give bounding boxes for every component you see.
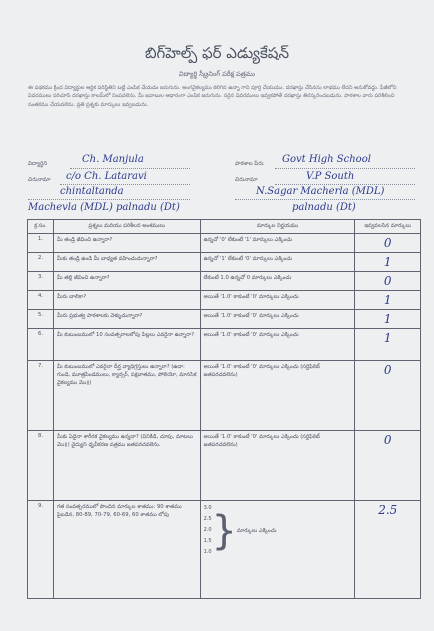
school-address-line-1-rule — [275, 184, 415, 185]
address-label: చిరునామా — [28, 177, 51, 183]
row-rule: అయితే '1.0' కాకుంటే '0' మార్కులు ఎక్కించు — [200, 291, 355, 310]
form-title: బిగ్‌హెల్ప్ ఫర్ ఎడ్యుకేషన్ — [144, 44, 290, 62]
row-question: మీ కుటుంబములో 10 సంవత్సరాలలోపు పిల్లలు ఎవరైనా ఉన్నారా? — [53, 329, 200, 361]
scale-value: 1.0 — [203, 549, 212, 555]
table-row — [28, 361, 421, 431]
row-question: మీ కుటుంబములో ఎవరైనా దీర్ఘ వ్యాధిగ్రస్తులు ఉన్నారా? (ఉదా: గుండె, మూత్రపిండములు, క్యాన్సర్, పక్షవాతము, పోలియో, మానసిక వైకల్యము మొ॥) — [53, 361, 200, 431]
row-rule: అయితే '1.0' కాకుంటే '0' మార్కులు ఎక్కించు (సర్టిఫికెట్ జతపరచవలెను) — [200, 431, 355, 501]
address-line-3: Machevla (MDL) palnadu (Dt) — [28, 202, 180, 213]
row-mark[interactable] — [355, 253, 421, 272]
brace-glyph: } — [211, 507, 237, 554]
table-row — [28, 291, 421, 310]
header-question: ప్రశ్నలు మరియు పరిశీలన అంశములు — [53, 220, 200, 234]
row-serial: 7. — [28, 361, 54, 431]
row-question: మీ తండ్రి జీవించి ఉన్నారా? — [53, 234, 200, 253]
row-mark[interactable] — [355, 329, 421, 361]
address-line-2: chintaltanda — [60, 186, 124, 197]
row-rule: అయితే '1.0' కాకుంటే '0' మార్కులు ఎక్కించు — [200, 329, 355, 361]
row-serial: 2. — [28, 253, 54, 272]
school-address-line-2: N.Sagar Macherla (MDL) — [256, 186, 385, 197]
marks-scale — [204, 503, 212, 558]
row-serial: 9. — [28, 501, 54, 599]
form-subtitle: విద్యార్థి స్క్రీనింగ్ పరీక్ష పత్రము — [179, 70, 255, 78]
row-question: మీరు ప్రభుత్వ పాఠశాలకు వెళ్ళుచున్నారా? — [53, 310, 200, 329]
table-row — [28, 431, 421, 501]
school-address-line-2-rule — [235, 199, 415, 200]
address-line-2-rule — [28, 199, 190, 200]
school-address-line-3: palnadu (Dt) — [292, 202, 356, 213]
student-name-line — [70, 168, 190, 169]
row-question: మీకు ఏదైనా శారీరక వైకల్యము ఉన్నదా? (వినికిడి, చూపు, మాటలు మొ॥) వైద్యుని ధృవీకరణ పత్రము జతపరచవలెను. — [53, 431, 200, 501]
handwritten-mark: 1 — [383, 293, 392, 307]
handwritten-mark: 1 — [383, 331, 392, 345]
table-row — [28, 310, 421, 329]
row-serial: 1. — [28, 234, 54, 253]
table-row — [28, 501, 421, 599]
row-question: మీరు బాలికా? — [53, 291, 200, 310]
handwritten-mark: 0 — [383, 433, 392, 447]
address-line-1-rule — [60, 184, 190, 185]
scale-value: 3.0 — [203, 505, 212, 511]
scoring-table — [27, 219, 421, 599]
row-serial: 4. — [28, 291, 54, 310]
school-address-label: చిరునామా — [235, 177, 258, 183]
row-mark[interactable] — [355, 431, 421, 501]
scale-value: 2.0 — [203, 527, 212, 533]
row-rule: ఉన్నచో '0' లేకుంటే '1' మార్కులు ఎక్కించు — [200, 234, 355, 253]
row-mark[interactable] — [355, 272, 421, 291]
row-mark[interactable] — [355, 310, 421, 329]
row-mark[interactable] — [355, 501, 421, 599]
row-rule: ఉన్నచో '1' లేకుంటే '0' మార్కులు ఎక్కించు — [200, 253, 355, 272]
row-rule: మార్కులు ఎక్కించు — [236, 527, 277, 534]
student-name-value: Ch. Manjula — [82, 154, 144, 165]
row-rule-cell — [200, 501, 355, 599]
instructions-paragraph: ఈ పథకము క్రింద విద్యార్థుల ఆర్థిక పరిస్థితిని బట్టి ఎంపిక చేయడం జరుగును. అంగవైకల్యము కలిగిన ఉన్నా గాని పూర్తి చేయుము. దరఖాస్తు చేసినను లాభము లేదని అనుకోవద్దు. పేజీలోని వివరములు సరిచూసి దరఖాస్తు కాలమ్‌లో నింపవలెను. మీ జవాబుల ఆధారంగా ఎంపిక జరుగును. సరైన వివరములు ఇవ్వకపోతే దరఖాస్తు తిరస్కరించబడును. పాఠశాల వారు పరిశీలించి సంతకము చేయవలెను. ప్రతి ప్రశ్నకు మార్కులు ఇవ్వబడును. — [28, 85, 397, 108]
table-row — [28, 272, 421, 291]
school-name-line — [275, 168, 415, 169]
handwritten-mark: 1 — [383, 312, 392, 326]
row-mark[interactable] — [355, 361, 421, 431]
row-serial: 5. — [28, 310, 54, 329]
row-question: మీ తల్లి జీవించి ఉన్నారా? — [53, 272, 200, 291]
handwritten-mark: 1 — [383, 255, 392, 269]
row-serial: 6. — [28, 329, 54, 361]
table-row — [28, 329, 421, 361]
header-serial: క్ర.సం. — [28, 220, 54, 234]
row-serial: 3. — [28, 272, 54, 291]
scale-value: 1.5 — [203, 538, 212, 544]
row-mark[interactable] — [355, 291, 421, 310]
row-mark[interactable] — [355, 234, 421, 253]
row-question: మీకు తండ్రి ఉండి మీ బాధ్యత వహించుచున్నారా? — [53, 253, 200, 272]
table-row — [28, 253, 421, 272]
row-rule: లేకుంటే 1.0 ఉన్నచో 0 మార్కులు ఎక్కించు — [200, 272, 355, 291]
handwritten-mark: 0 — [383, 274, 392, 288]
student-name-label: విద్యార్థిని — [28, 161, 48, 167]
school-name-value: Govt High School — [282, 154, 371, 165]
header-rule: మార్కుల నిర్ణయము — [200, 220, 355, 234]
school-name-label: పాఠశాల పేరు — [235, 161, 264, 167]
row-serial: 8. — [28, 431, 54, 501]
header-marks: ఇవ్వవలసిన మార్కులు — [355, 220, 421, 234]
scale-value: 2.5 — [203, 516, 212, 522]
address-line-1: c/o Ch. Lataravi — [66, 171, 147, 182]
row-rule: అయితే '1.0' కాకుంటే '0' మార్కులు ఎక్కించు — [200, 310, 355, 329]
row-rule: అయితే '1.0' కాకుంటే '0' మార్కులు ఎక్కించు (సర్టిఫికెట్ జతపరచవలెను) — [200, 361, 355, 431]
table-row — [28, 234, 421, 253]
school-address-line-1: V.P South — [306, 171, 355, 182]
table-header-row — [28, 220, 421, 234]
row-question: గత సంవత్సరములో పొందిన మార్కుల శాతము: 90 శాతము పైబడిన, 80-89, 70-79, 60-69, 60 శాతము లోపు — [53, 501, 200, 599]
handwritten-mark: 2.5 — [378, 503, 398, 517]
handwritten-mark: 0 — [383, 236, 392, 250]
handwritten-mark: 0 — [383, 363, 392, 377]
